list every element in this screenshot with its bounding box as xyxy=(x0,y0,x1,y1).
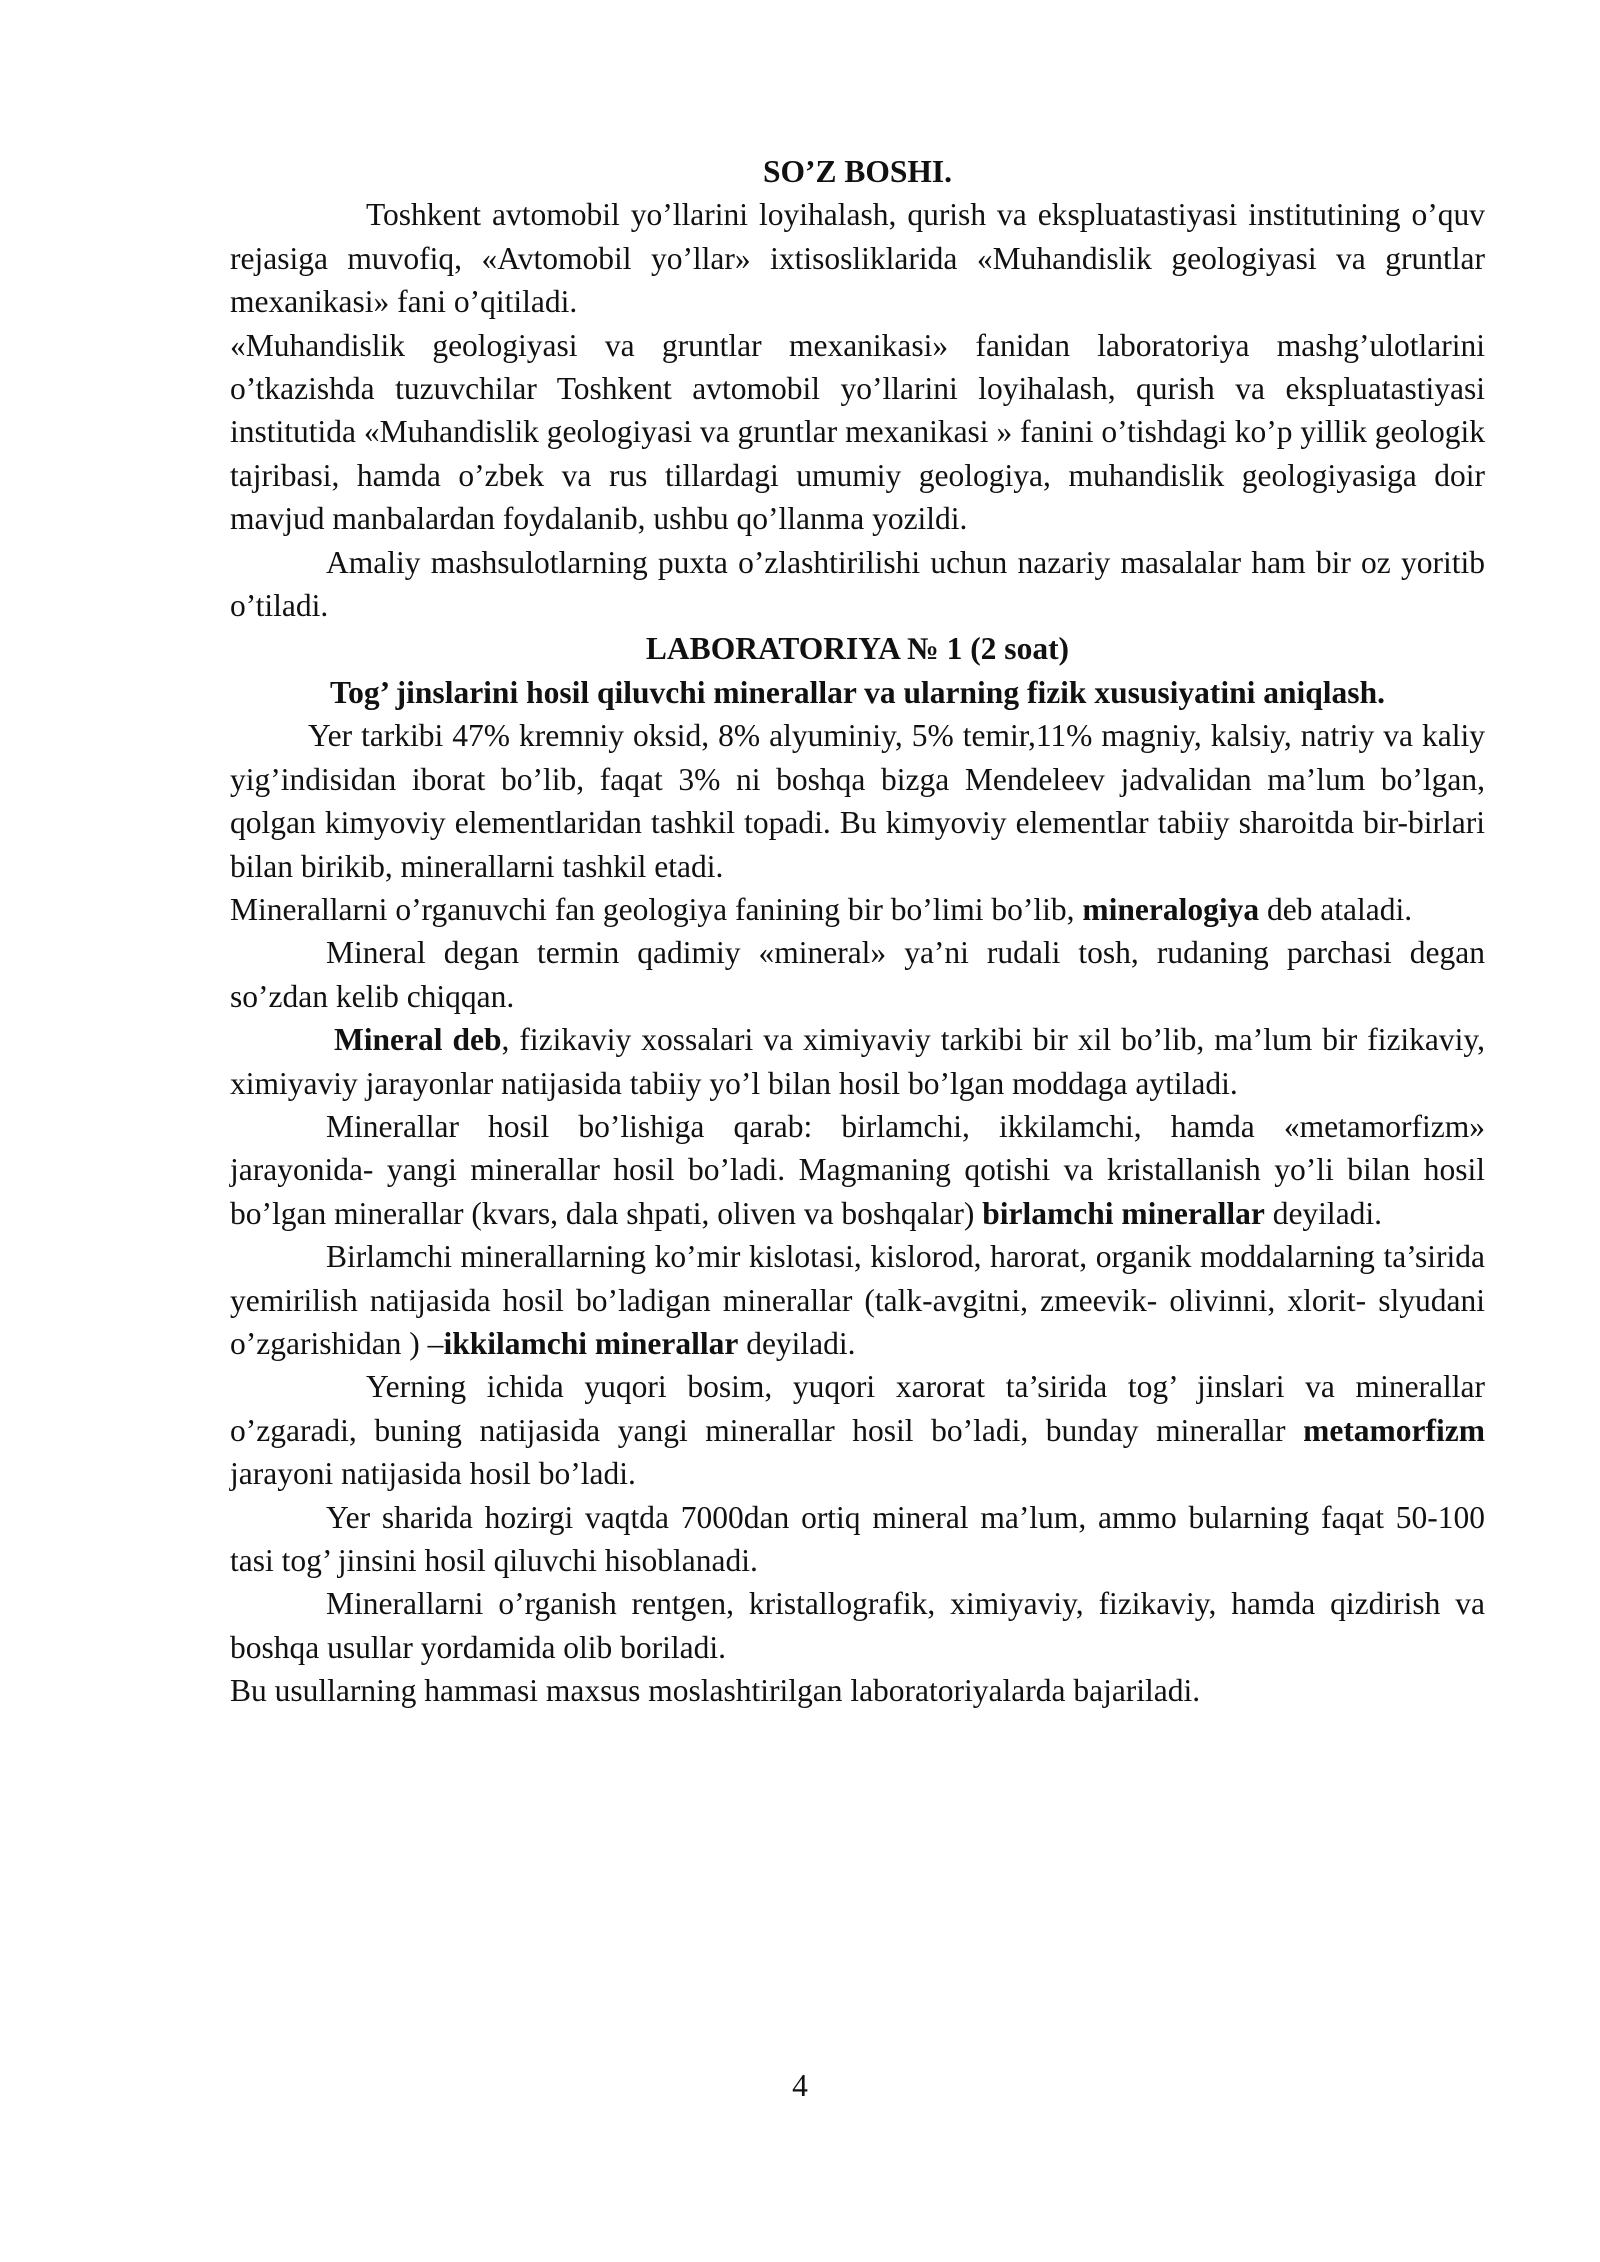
page-number: 4 xyxy=(792,2068,808,2103)
body-paragraph xyxy=(230,1365,1485,1495)
bold-term: ikkilamchi minerallar xyxy=(443,1325,739,1361)
body-paragraph: Bu usullarning hammasi maxsus moslashtirilgan laboratoriyalarda bajariladi. xyxy=(230,1673,1201,1709)
intro-paragraph: Toshkent avtomobil yo’llarini loyihalash, qurish va ekspluatastiyasi institutining o’quv rejasiga muvofiq, «Avtomobil yo’llar» ixtisosliklarida «Muhandislik geologiyasi va gruntlar mexanikasi» fani o’qitiladi. xyxy=(230,197,1485,320)
body-paragraph xyxy=(230,1018,1485,1105)
intro-paragraph: «Muhandislik geologiyasi va gruntlar mexanikasi» fanidan laboratoriya mashg’ulotlarini o’tkazishda tuzuvchilar Toshkent avtomobil yo’llarini loyihalash, qurish va ekspluatastiyasi institutida «Muhandislik geologiyasi va gruntlar mexanikasi » fanini o’tishdagi ko’p yillik geologik tajribasi, hamda o’zbek va rus tillardagi umumiy geologiya, muhandislik geologiyasiga doir mavjud manbalardan foydalanib, ushbu qo’llanma yozildi. xyxy=(230,327,1485,537)
body-paragraph: Mineral degan termin qadimiy «mineral» ya’ni rudali tosh, rudaning parchasi degan so’zdan kelib chiqqan. xyxy=(230,935,1485,1014)
paragraph-text: Yerning ichida yuqori bosim, yuqori xarorat ta’sirida tog’ jinslari va minerallar o’zgaradi, buning natijasida yangi minerallar hosil bo’ladi, bunday minerallar xyxy=(230,1369,1485,1448)
document-page xyxy=(230,150,1485,1713)
paragraph-text: jarayoni natijasida hosil bo’ladi. xyxy=(230,1456,636,1492)
paragraph-text: deyiladi. xyxy=(1264,1195,1383,1231)
body-paragraph: Yer sharida hozirgi vaqtda 7000dan ortiq mineral ma’lum, ammo bularning faqat 50-100 tasi tog’ jinsini hosil qiluvchi hisoblanadi. xyxy=(230,1499,1485,1578)
paragraph-text: Birlamchi minerallarning ko’mir kislotasi, kislorod, harorat, organik moddalarning ta’sirida yemirilish natijasida hosil bo’ladigan minerallar (talk-avgitni, zmeevik- olivinni, xlorit- slyudani o’zgarishidan ) – xyxy=(230,1239,1485,1361)
paragraph-text: deyiladi. xyxy=(738,1325,856,1361)
lab-heading: LABORATORIYA № 1 (2 soat) xyxy=(645,631,1070,667)
lab-subheading: Tog’ jinslarini hosil qiluvchi minerallar va ularning fizik xususiyatini aniqlash. xyxy=(330,674,1385,710)
body-paragraph xyxy=(230,1105,1485,1235)
body-paragraph: Yer tarkibi 47% kremniy oksid, 8% alyuminiy, 5% temir,11% magniy, kalsiy, natriy va kaliy yig’indisidan iborat bo’lib, faqat 3% ni boshqa bizga Mendeleev jadvalidan ma’lum bo’lgan, qolgan kimyoviy elementlaridan tashkil topadi. Bu kimyoviy elementlar tabiiy sharoitda bir-birlari bilan birikib, minerallarni tashkil etadi. xyxy=(230,718,1485,884)
intro-paragraph: Amaliy mashsulotlarning puxta o’zlashtirilishi uchun nazariy masalalar ham bir oz yoritib o’tiladi. xyxy=(230,544,1485,624)
paragraph-text: Minerallar hosil bo’lishiga qarab: birlamchi, ikkilamchi, hamda «metamorfizm» jarayonida- yangi minerallar hosil bo’ladi. Magmaning qotishi va kristallanish yo’li bilan hosil bo’lgan minerallar (kvars, dala shpati, oliven va boshqalar) xyxy=(230,1108,1485,1231)
body-paragraph: Minerallarni o’rganish rentgen, kristallografik, ximiyaviy, fizikaviy, hamda qizdirish va boshqa usullar yordamida olib boriladi. xyxy=(230,1586,1485,1665)
body-paragraph xyxy=(230,888,1485,931)
body-paragraph xyxy=(230,1235,1485,1365)
bold-term: metamorfizm xyxy=(1303,1412,1485,1448)
bold-term: Mineral deb xyxy=(334,1022,502,1058)
paragraph-text: , fizikaviy xossalari va ximiyaviy tarkibi bir xil bo’lib, ma’lum bir fizikaviy, ximiyaviy jarayonlar natijasida tabiiy yo’l bilan hosil bo’lgan moddaga aytiladi. xyxy=(230,1022,1485,1101)
paragraph-text: Minerallarni o’rganuvchi fan geologiya fanining bir bo’limi bo’lib, xyxy=(230,891,1083,927)
paragraph-text: deb ataladi. xyxy=(1259,891,1413,927)
bold-term: birlamchi minerallar xyxy=(982,1195,1265,1231)
bold-term: mineralogiya xyxy=(1082,891,1260,927)
section-title: SO’Z BOSHI. xyxy=(762,154,953,189)
